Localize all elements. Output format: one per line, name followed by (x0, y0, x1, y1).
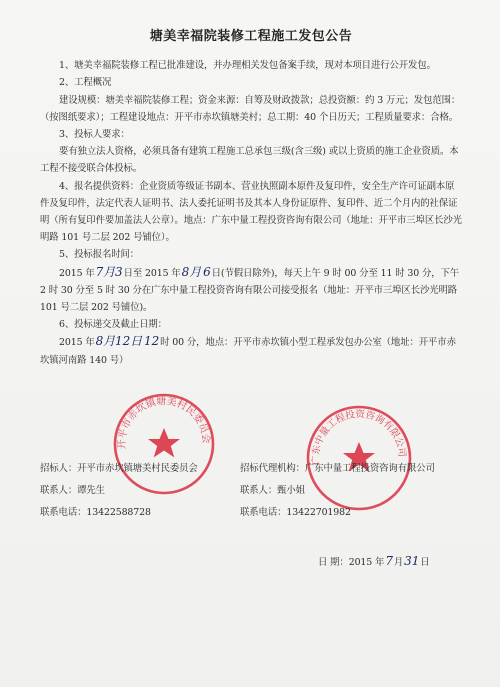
date-text-3: 日 (420, 557, 430, 568)
agent-label: 招标代理机构：广东中量工程投资咨询有限公司 (240, 463, 435, 474)
section-3-heading: 3、投标人要求： (59, 129, 130, 141)
tenderer-seal-text: 开平市赤坎镇塘美村民委员会 (116, 395, 212, 450)
s5-text-3: 日(节假日除外)，每天上午 9 时 00 分至 11 时 30 分，下午 2 时 30 分至 5 时 30 分在广东中量工程投资咨询有限公司接受报名（地址：开平市三埠区长沙光明路 101 号二层 202 号铺位)。 (40, 267, 460, 314)
tel-left: 联系电话：13422588728 (40, 507, 151, 518)
tenderer-label: 招标人：开平市赤坎镇塘美村民委员会 (40, 463, 198, 474)
agent-seal-text: 广东中量工程投资咨询有限公司 (310, 409, 408, 466)
tel-right: 联系电话：13422701982 (240, 507, 351, 518)
section-6-heading: 6、投标递交及截止日期： (59, 319, 167, 331)
handwritten-end-month: 8月 (181, 264, 202, 279)
s5-text-1: 2015 年 (59, 267, 95, 279)
notice-date (318, 553, 430, 571)
section-1: 1、塘美幸福院装修工程已批准建设，并办理相关发包备案手续，现对本项目进行公开发包。 (59, 60, 436, 72)
signature-block (40, 458, 470, 524)
page-title: 塘美幸福院装修工程施工发包公告 (149, 29, 353, 44)
handwritten-start-date: 7月3 (95, 264, 123, 279)
section-4: 4、报名提供资料：企业资质等级证书副本、营业执照副本原件及复印件，安全生产许可证副本原件及复印件，法定代表人证明书、法人委托证明书及其本人身份证原件、复印件、近二个月内的社保证明（所有复印件要加盖法人公章）。地点：广东中量工程投资咨询有限公司（地址：开平市三埠区长沙光明路 101 号二层 202 号铺位）。 (40, 180, 462, 244)
section-2-body: 建设规模：塘美幸福院装修工程；资金来源：自筹及财政拨款；总投资额：约 3 万元；发包范围：（按图纸要求）；工程建设地点：开平市赤坎镇塘美村；总工期：40 个日历天；工程质量要求：合格。 (40, 94, 461, 123)
contact-right: 联系人：甄小姐 (240, 485, 305, 496)
section-5-body (40, 264, 462, 317)
handwritten-date-day: 31 (404, 554, 420, 568)
contact-left: 联系人：谭先生 (40, 485, 105, 496)
s6-text-2: 时 00 分，地点：开平市赤坎镇小型工程承发包办公室（地址：开平市赤坎镇河南路 140 号） (40, 337, 456, 366)
section-5-heading: 5、投标报名时间： (59, 249, 140, 261)
handwritten-deadline-hour: 12 (144, 334, 160, 349)
section-2-heading: 2、工程概况 (59, 77, 112, 89)
section-6-body (40, 333, 462, 368)
date-text-2: 月 (393, 557, 404, 568)
s5-text-2: 日至 2015 年 (123, 267, 181, 279)
handwritten-date-month: 7 (385, 554, 393, 568)
handwritten-deadline-date: 8月12日 (95, 334, 143, 349)
handwritten-end-day: 6 (203, 264, 211, 279)
date-text-1: 日 期：2015 年 (318, 557, 385, 568)
s6-text-1: 2015 年 (59, 337, 95, 349)
section-3-body: 要有独立法人资格，必须具备有建筑工程施工总承包三级(含三级) 或以上资质的施工企业资质。本工程不接受联合体投标。 (40, 146, 459, 175)
